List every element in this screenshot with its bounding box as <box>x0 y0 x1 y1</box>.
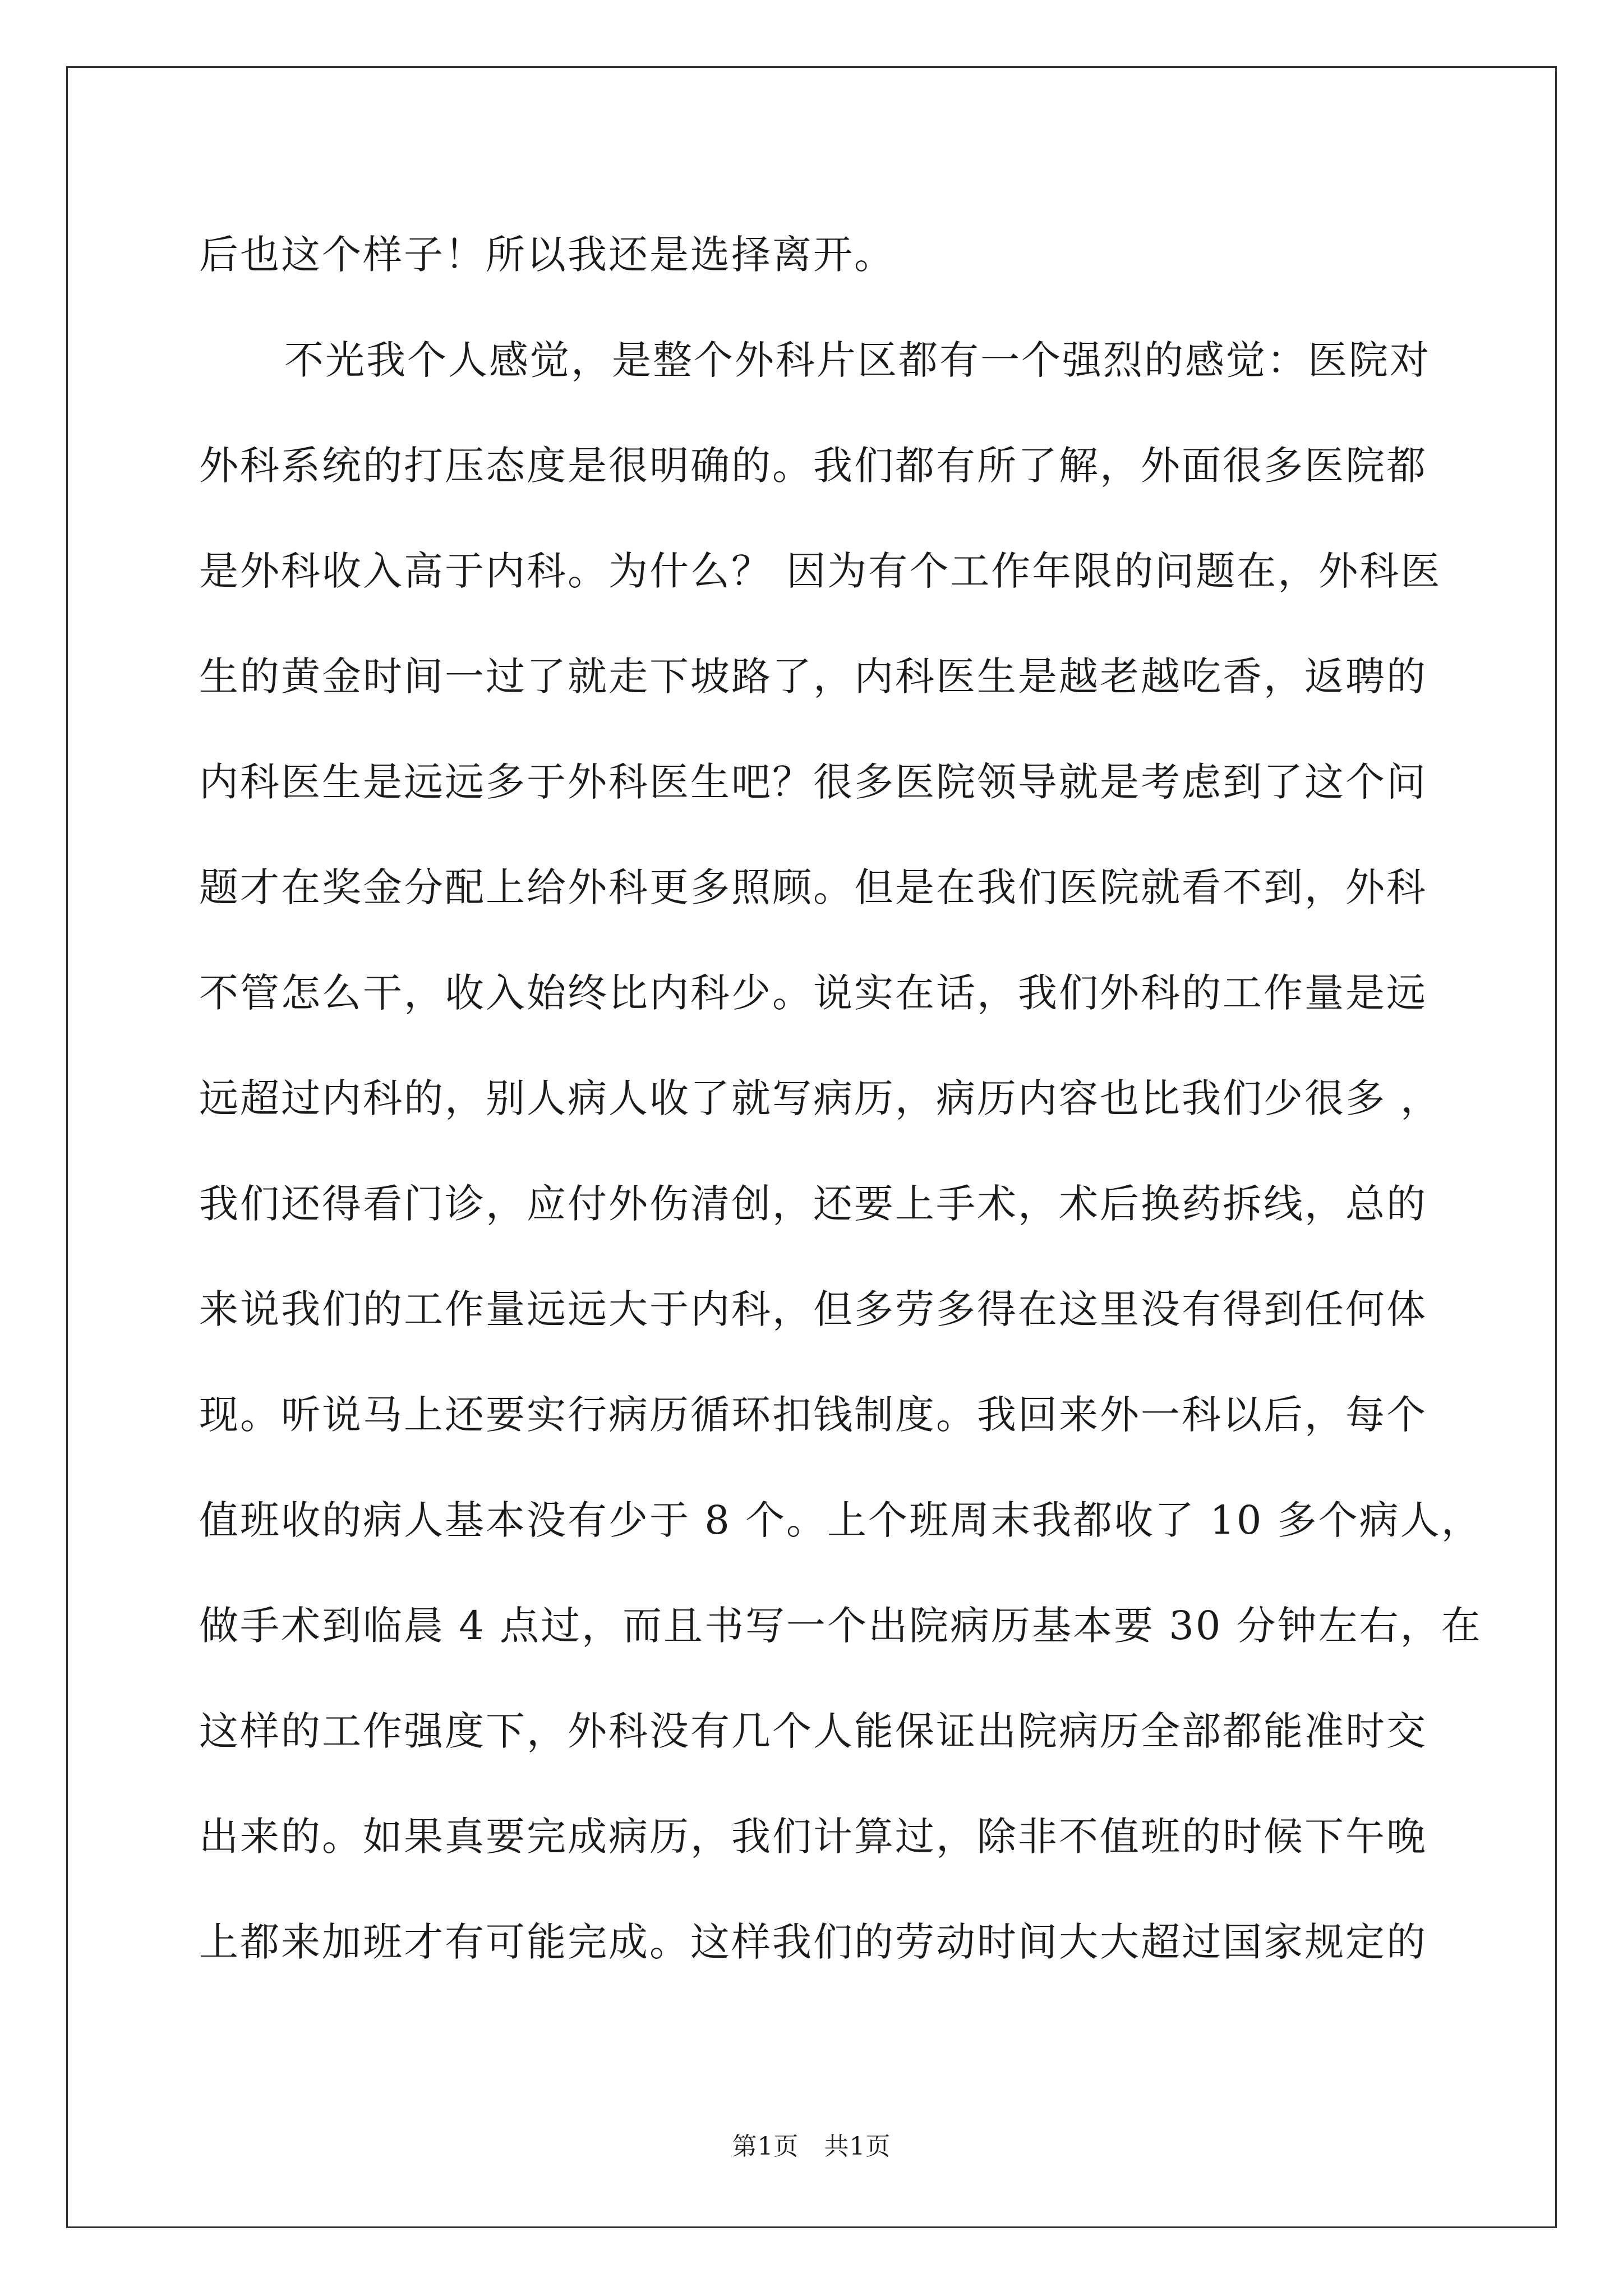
document-body <box>199 202 1482 1995</box>
text-line: 不管怎么干，收入始终比内科少。说实在话，我们外科的工作量是远 <box>199 970 1427 1016</box>
text-line: 外科系统的打压态度是很明确的。我们都有所了解，外面很多医院都 <box>199 443 1427 489</box>
page-number-footer: 第1页 共1页 <box>732 2132 891 2161</box>
text-line: 我们还得看门诊，应付外伤清创，还要上手术，术后换药拆线，总的 <box>199 1181 1427 1227</box>
text-line: 来说我们的工作量远远大于内科，但多劳多得在这里没有得到任何体 <box>199 1286 1427 1332</box>
text-line: 这样的工作强度下，外科没有几个人能保证出院病历全部都能准时交 <box>199 1708 1427 1754</box>
text-line: 题才在奖金分配上给外科更多照顾。但是在我们医院就看不到，外科 <box>199 864 1427 910</box>
text-line: 出来的。如果真要完成病历，我们计算过，除非不值班的时候下午晚 <box>199 1814 1427 1860</box>
text-line: 内科医生是远远多于外科医生吧？很多医院领导就是考虑到了这个问 <box>199 759 1427 805</box>
text-line: 生的黄金时间一过了就走下坡路了，内科医生是越老越吃香，返聘的 <box>199 654 1427 700</box>
paragraph-first-line: 不光我个人感觉，是整个外科片区都有一个强烈的感觉：医院对 <box>284 337 1431 383</box>
text-line: 后也这个样子！所以我还是选择离开。 <box>199 232 895 278</box>
text-line: 现。听说马上还要实行病历循环扣钱制度。我回来外一科以后，每个 <box>199 1392 1427 1438</box>
text-line: 远超过内科的，别人病人收了就写病历，病历内容也比我们少很多 ， <box>199 1075 1442 1121</box>
text-line: 上都来加班才有可能完成。这样我们的劳动时间大大超过国家规定的 <box>199 1919 1427 1965</box>
text-line: 做手术到临晨 4 点过，而且书写一个出院病历基本要 30 分钟左右，在 <box>199 1603 1482 1649</box>
text-line: 值班收的病人基本没有少于 8 个。上个班周末我都收了 10 多个病人， <box>199 1497 1482 1543</box>
text-line: 是外科收入高于内科。为什么？ 因为有个工作年限的问题在，外科医 <box>199 548 1442 594</box>
